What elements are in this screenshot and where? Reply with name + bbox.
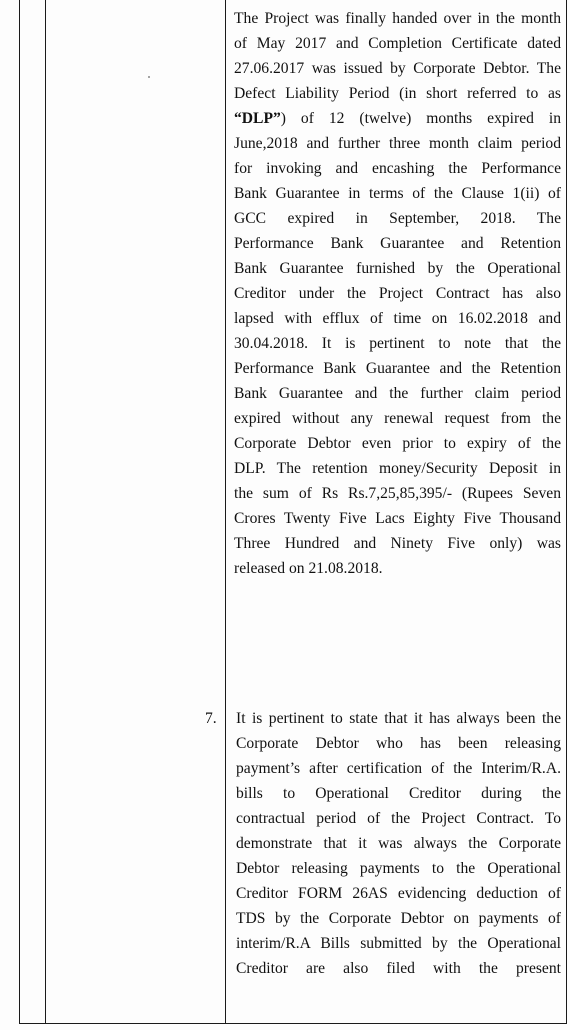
text-line: TDS by the Corporate Debtor on payments of xyxy=(236,910,561,927)
text-line: released on 21.08.2018. xyxy=(234,560,383,577)
text-line: Performance Bank Guarantee and Retention xyxy=(234,235,561,252)
paragraph-7-payments xyxy=(236,706,561,981)
text-line: GCC expired in September, 2018. The xyxy=(234,210,561,227)
text-line-dlp: “DLP”) of 12 (twelve) months expired in xyxy=(234,110,561,127)
table-border-left xyxy=(19,0,20,1024)
text-line: the sum of Rs Rs.7,25,85,395/- (Rupees Seven xyxy=(234,485,561,502)
text-line: Bank Guarantee furnished by the Operational xyxy=(234,260,561,277)
text-line: payment’s after certification of the Interim/R.A. xyxy=(236,760,561,777)
paragraph-number: 7. xyxy=(205,710,217,727)
text-line: Crores Twenty Five Lacs Eighty Five Thousand xyxy=(234,510,561,527)
text-line: Debtor releasing payments to the Operational xyxy=(236,860,561,877)
text-line: June,2018 and further three month claim period xyxy=(234,135,561,152)
text-line: Creditor under the Project Contract has also xyxy=(234,285,561,302)
text-line: bills to Operational Creditor during the xyxy=(236,785,561,802)
text-line: Defect Liability Period (in short referred to as xyxy=(234,85,561,102)
dlp-term: “DLP” xyxy=(234,110,281,127)
text-line: Corporate Debtor who has been releasing xyxy=(236,735,561,752)
text-line: demonstrate that it was always the Corporate xyxy=(236,835,561,852)
text-line: Bank Guarantee in terms of the Clause 1(ii) of xyxy=(234,185,561,202)
table-column-divider-1 xyxy=(45,0,46,1024)
text-line: lapsed with efflux of time on 16.02.2018 and xyxy=(234,310,561,327)
text-line: Creditor FORM 26AS evidencing deduction of xyxy=(236,885,561,902)
text-line: 30.04.2018. It is pertinent to note that the xyxy=(234,335,561,352)
text-line: Three Hundred and Ninety Five only) was xyxy=(234,535,561,552)
text-line: DLP. The retention money/Security Deposit in xyxy=(234,460,561,477)
text-line: The Project was finally handed over in the month xyxy=(234,10,561,27)
text-line: contractual period of the Project Contract. To xyxy=(236,810,561,827)
scan-speck xyxy=(148,76,150,78)
text-line: Creditor are also filed with the present xyxy=(236,960,561,977)
text-line: Performance Bank Guarantee and the Retention xyxy=(234,360,561,377)
table-border-right xyxy=(566,0,567,1024)
text-line: expired without any renewal request from the xyxy=(234,410,561,427)
paragraph-project-handover xyxy=(234,6,561,581)
text-line: Bank Guarantee and the further claim period xyxy=(234,385,561,402)
table-column-divider-2 xyxy=(225,0,226,1024)
text-line: 27.06.2017 was issued by Corporate Debtor. The xyxy=(234,60,561,77)
table-border-bottom xyxy=(19,1023,566,1024)
text-line: for invoking and encashing the Performance xyxy=(234,160,561,177)
text-line: Corporate Debtor even prior to expiry of the xyxy=(234,435,561,452)
text-line: It is pertinent to state that it has always been the xyxy=(236,710,561,727)
text-line: interim/R.A Bills submitted by the Operational xyxy=(236,935,561,952)
text-line: of May 2017 and Completion Certificate dated xyxy=(234,35,561,52)
